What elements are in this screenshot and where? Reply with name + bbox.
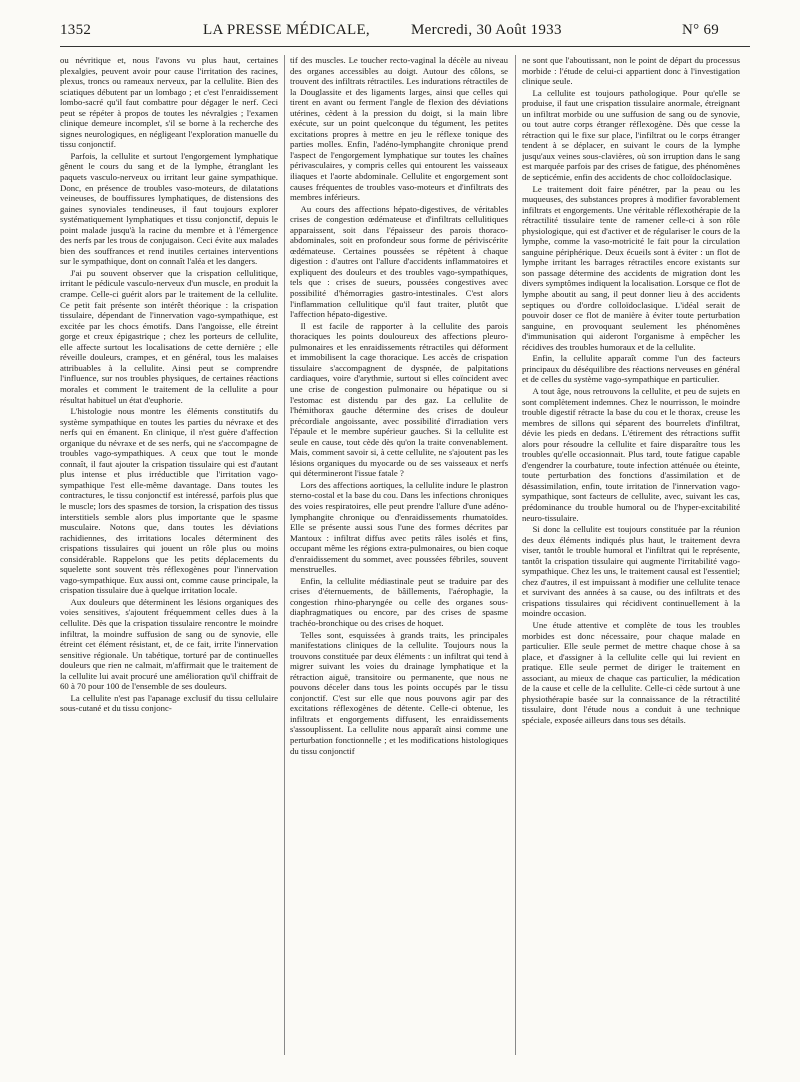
journal-title: LA PRESSE MÉDICALE, <box>203 22 370 38</box>
paragraph: Lors des affections aortiques, la cellulite indure le plastron sterno-costal et la base du cou. Dans les infections chroniques des voies respiratoires, elle peut prendre l'allure d'une adéno-lymphangite chronique ou d'enraidissements rhumatoïdes. Elle se présente aussi sous l'une des formes décrites par Mantoux : infiltrat diffus avec petits râles isolés et fins, occupant même les régions extra-pulmonaires, ou bien coque d'enraidissement du sommet, avec poussées fébriles, souvent menstruelles. <box>290 479 508 575</box>
paragraph: Telles sont, esquissées à grands traits, les principales manifestations cliniques de la cellulite. Toujours nous la trouvons constituée par deux éléments : un infiltrat qui tend à migrer suivant les voies du drainage lymphatique et la rétraction aiguë, transitoire ou permanente, que nous ne pouvons déceler dans tous les points occupés par le tissu conjonctif. C'est sur elle que nous pouvons agir par des excitations réflexogènes de détente. Celle-ci obtenue, les infiltrats et engorgements diffusent, les enraidissements s'assouplissent. La cellulite nous apparaît ainsi comme une perturbation fonctionnelle ; et les modifications histologiques du tissu conjonctif <box>290 629 508 756</box>
column-middle <box>290 55 508 1055</box>
page-header <box>60 22 750 44</box>
paragraph: L'histologie nous montre les éléments constitutifs du système sympathique en toutes les parties du névraxe et des nerfs qui en émanent. En clinique, il n'est guère d'affection organique du névraxe et de ses nerfs, qui ne s'accompagne de troubles vago-sympathiques. A ceux que tout le monde connaît, il faut ajouter la crispation tissulaire qui est d'autant plus intense et plus irréductible que l'irritation vago-sympathique l'est elle-même davantage. Dans toutes les contractures, le tissu conjonctif est intéressé, parfois plus que le muscle; lors des spasmes de torsion, la crispation des tissus interstitiels semble alors plus importante que le spasme musculaire. Notons que, dans toutes les déviations rachidiennes, des irritations locales déterminent des crispations tissulaires qui jouent un rôle plus ou moins considérable. Rappelons que les petits déplacements du squelette sont souvent très réflexogènes pour l'innervation vago-sympathique. Eux aussi ont, comme cause principale, la crispation tissulaire due à quelque irritation locale. <box>60 406 278 596</box>
issue-date: Mercredi, 30 Août 1933 <box>411 22 562 38</box>
column-divider <box>515 55 516 1055</box>
column-divider <box>284 55 285 1055</box>
paragraph: J'ai pu souvent observer que la crispation cellulitique, irritant le pédicule vasculo-nerveux d'un muscle, en produit la crampe. Celle-ci guérit alors par le traitement de la cellulite. Ce petit fait présente son intérêt théorique : la crispation tissulaire, dépendant de l'innervation vago-sympathique, est excitée par les chocs émotifs. Dans l'angoisse, elle étreint gorge et creux épigastrique ; chez les porteurs de cellulite, elle affecte surtout les localisations de cette dernière ; elle réveille douleurs, crampes, et en général, tous les malaises attribuables à la cellulite. Ainsi peut se comprendre l'influence, sur nos troubles physiques, de certaines réactions morales et comment le traitement de la cellulite a pour résultat habituel un état d'euphorie. <box>60 267 278 405</box>
paragraph: Enfin, la cellulite apparaît comme l'un des facteurs principaux du déséquilibre des réactions nerveuses en général et de celles du système vago-sympathique en particulier. <box>522 353 740 385</box>
paragraph: La cellulite est toujours pathologique. Pour qu'elle se produise, il faut une crispation tissulaire anormale, étreignant un infiltrat morbide ou une suffusion de sang ou de synovie, ou tout autre corps étranger réflexogène. Dès que cesse la rétraction qui le fixe sur place, l'infiltrat ou le corps étranger tendent à se déplacer, en suivant le cours de la lymphe jusqu'aux veines sous-clavières, où son irruption dans le sang est marquée parfois par des crises de fatigue, des phénomènes de septicémie, enfin des accidents de choc colloïdoclasique. <box>522 87 740 183</box>
header-rule <box>60 46 750 47</box>
paragraph: Le traitement doit faire pénétrer, par la peau ou les muqueuses, des substances propres à modifier favorablement infiltrats et engorgements. Une véritable réflexothérapie de la rétractilité tissulaire tente de ramener celle-ci à son rôle physiologique, qui est d'activer et de régulariser le cours de la lymphe, comme la vaso-motricité le fait pour la circulation sanguine périphérique. Deux écueils sont à éviter : un flot de lymphe irritant les barrages rétractiles encore existants sur son passage détermine des accidents de migration dont les divers symptômes indiquent la localisation. Lorsque ce flot de lymphe aboutit au sang, il peut donner lieu à des accidents septiques ou d'ordre colloïdoclasique. L'idéal serait de pouvoir doser ce flot de manière à éviter toute perturbation sanguine, en provoquant seulement les phénomènes d'immunisation qui aideront l'organisme à empêcher les récidives des troubles humoraux et de la cellulite. <box>522 183 740 352</box>
column-left <box>60 55 278 1055</box>
issue-number: N° 69 <box>682 22 720 38</box>
page-number: 1352 <box>60 22 92 38</box>
paragraph: Enfin, la cellulite médiastinale peut se traduire par des crises d'éternuements, de bâillements, l'aérophagie, la congestion rhino-pharyngée ou celle des organes sous-diaphragmatiques ou encore, par des crises de spasme trachéo-bronchique ou des crises de hoquet. <box>290 575 508 628</box>
paragraph: La cellulite n'est pas l'apanage exclusif du tissu cellulaire sous-cutané et du tissu conjonc- <box>60 692 278 714</box>
paragraph: ou névritique et, nous l'avons vu plus haut, certaines plexalgies, peuvent avoir pour cause l'irritation des racines, plexus, troncs ou rameaux nerveux, par la cellulite. Bien des sciatiques débutent par un lombago ; et c'est l'enraidissement lombo-sacré qu'il faut combattre pour dégager le nerf. Ceci peut se répéter à propos de toutes les névralgies ; l'examen clinique demeure incomplet, s'il se borne à la recherche des signes neurologiques, en négligeant l'exploration manuelle du tissu conjonctif. <box>60 55 278 150</box>
paragraph: Il est facile de rapporter à la cellulite des parois thoraciques les points douloureux des affections pleuro-pulmonaires et les enraidissements rétractiles qui déforment et immobilisent la cage thoracique. Les accès de crispation tissulaire s'accompagnent de dyspnée, de palpitations cardiaques, voire d'arythmie, surtout si elles coïncident avec une crise de congestion pulmonaire ou hépatique ou si l'estomac est distendu par des gaz. La cellulite de l'hémithorax gauche détermine des crises de douleur précordiale angoissante, avec possibilité d'irradiation vers l'épaule et le membre supérieur gauches. Si la cellulite est seule en cause, tout cède dès qu'on la traite convenablement. Mais, comment savoir si, à cette cellulite, ne s'ajoutent pas les lésions organiques du myocarde ou de ses vaisseaux et nerfs qui détermineront l'issue fatale ? <box>290 320 508 479</box>
column-right <box>522 55 740 1055</box>
paragraph: Si donc la cellulite est toujours constituée par la réunion des deux éléments indiqués plus haut, le traitement devra viser, tantôt le trouble humoral et l'infiltrat qui le représente, tantôt la crispation tissulaire qui augmente l'irritabilité vago-sympathique. Chez les uns, le traitement causal est l'essentiel; chez d'autres, il est impuissant à modifier une cellulite tenace et survivant des années à sa cause, ou des infiltrats et des crispations tissulaires qui récidivent continuellement à la moindre occasion. <box>522 524 740 619</box>
paragraph: Au cours des affections hépato-digestives, de véritables crises de congestion œdémateuse et d'infiltrats cellulitiques apparaissent, soit dans l'épaisseur des parois thoraco-abdominales, soit en profondeur sous forme de périviscérite œdémateuse. Certaines poussées se répètent à chaque digestion : d'autres ont l'allure d'accidents inflammatoires et expliquent des douleurs et des troubles vago-sympathiques, tels que : crises de sueurs, poussées congestives avec possibilité d'hémorragies gastro-intestinales. C'est alors l'inflammation cellulitique qu'il faut traiter, plutôt que l'affection hépato-digestive. <box>290 203 508 320</box>
paragraph: Parfois, la cellulite et surtout l'engorgement lymphatique gênent le cours du sang et de la lymphe, étranglant les paquets vasculo-nerveux ou irritant leur gaine sympathique. Donc, en présence de troubles vaso-moteurs, de dilatations veineuses, de bouffissures lymphatiques, de distensions des gaines synoviales tendineuses, il faut toujours explorer systématiquement lymphatiques et tissu conjonctif, depuis le point malade jusqu'à la racine du membre et à l'émergence des nerfs par les trous de conjugaison. Ceci évite aux malades bien des souffrances et rend inutiles certaines interventions sur le sympathique, dont on connaît l'aléa et les dangers. <box>60 150 278 267</box>
paragraph: Une étude attentive et complète de tous les troubles morbides est donc nécessaire, pour chaque malade en particulier. Elle seule permet de mettre chaque chose à sa place, et d'assigner à la cellulite celle qui lui revient en pratique. Elle seule permet de diriger le traitement en associant, au mieux de chaque cas particulier, la médication de la cause et celle de la cellulite. Celle-ci cède surtout à une physiothérapie basée sur la connaissance de la rétractilité tissulaire, dont l'étude nous a conduit à une technique spéciale, exposée ailleurs dans tous ses détails. <box>522 619 740 725</box>
paragraph: Aux douleurs que déterminent les lésions organiques des voies sensitives, s'ajoutent fréquemment celles dues à la cellulite. Dès que la crispation tissulaire rencontre le moindre infiltrat, la moindre suffusion de sang ou de synovie, elle étreint cet élément résistant, et, de ce fait, irrite l'innervation sensitive régionale. Un tabétique, torturé par de continuelles douleurs que rien ne calmait, m'affirmait que le traitement de la cellulite lui avait procuré une amélioration qu'il chiffrait de 60 à 70 pour 100 de l'ensemble de ses douleurs. <box>60 596 278 692</box>
paragraph: tif des muscles. Le toucher recto-vaginal la décèle au niveau des organes accessibles au doigt. Autour des côlons, se trouvent des infiltrats rétractiles. Les indurations rétractiles de la Douglassite et des ligaments larges, ainsi que celles qui tirent en avant ou ferment l'angle de flexion des déviations utérines, cèdent à la pression du doigt, si la main libre exécute, sur un point quelconque du tégument, les petites excitations propres à mettre en jeu le réflexe tonique des parties molles. Enfin, l'adéno-lymphangite chronique prend l'aspect de l'engorgement lymphatique sur toutes les chaînes périvasculaires, y compris celles qui entourent les vaisseaux iliaques et l'aorte abdominale. Cellulite et engorgement sont causes fréquentes de troubles vaso-moteurs et d'infiltrats des membres inférieurs. <box>290 55 508 203</box>
paragraph: A tout âge, nous retrouvons la cellulite, et peu de sujets en sont complètement indemnes. Chez le nourrisson, le moindre trouble digestif rétracte la base du cou et le thorax, creuse les membres de sillons qui séparent des bourrelets d'infiltrat, dévie les pieds en dedans. L'étirement des rétractions suffit alors pour résoudre la cellulite et faire disparaître tous les troubles qu'elle occasionnait. Plus tard, toute fatigue capable d'engendrer la courbature, toute infection atténuée ou éteinte, toute perturbation des fonctions d'assimilation et de désassimilation, enfin, toute irritation de l'innervation vago-sympathique, sont facteurs de cellulite, avec, suivant les cas, prédominance du trouble humoral ou de l'hyper-excitabilité neuro-tissulaire. <box>522 385 740 523</box>
paragraph: ne sont que l'aboutissant, non le point de départ du processus morbide : l'étude de celui-ci appartient donc à l'investigation clinique seule. <box>522 55 740 87</box>
